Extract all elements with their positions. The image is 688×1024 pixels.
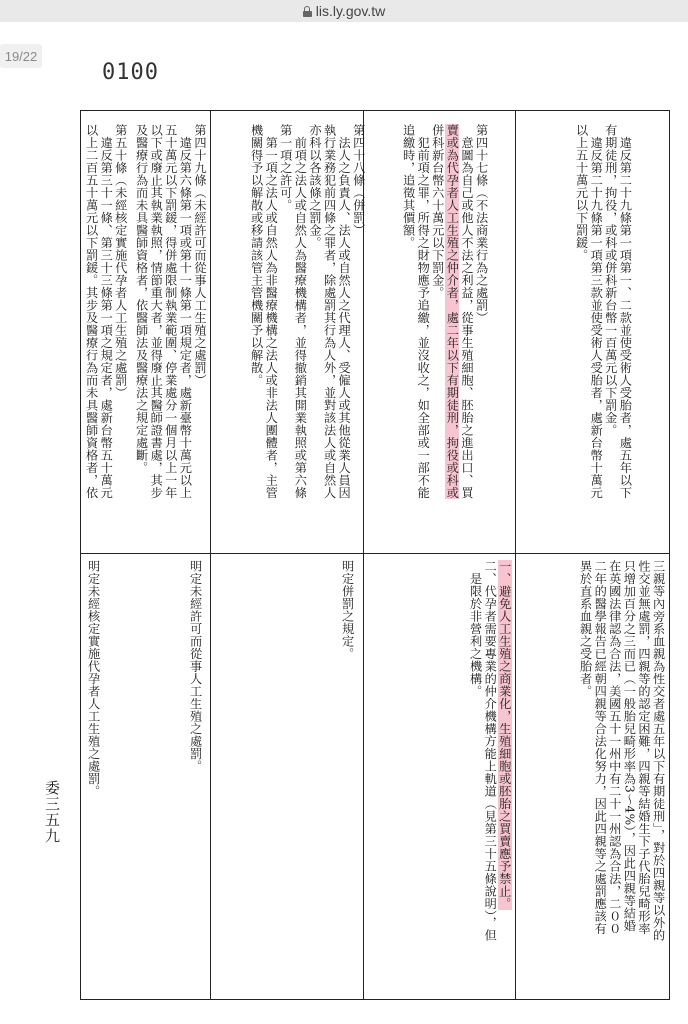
table-row-divider <box>80 553 670 554</box>
law-cell-article-50: 第五十條（未經核定實施代孕者人工生殖之處罰） 違反第三十一條、第三十三條第一項之規定者，處新台幣五十萬元 以上二百五十萬元以下罰鍰。其步及醫療行為而未具醫師資格者，依 <box>84 124 128 499</box>
column-divider <box>515 110 516 1000</box>
page-footer-number: 委三五九 <box>43 780 61 844</box>
note-cell-consanguinity: 三親等內旁系血親為性交者處五年以下有期徒刑」，對於四親等以外的 性交並無處罰，四親等的認定困難，四親等結婚生下子代胎兒畸形率 只增加百分之三而已（一般胎兒畸形率為3～4%），因此四親等結婚 在英國法律認為合法，美國五十一州中有二十一州認為合法，二００ 二年的醫學報告已經朝四親等合法化努力，因此四親等之處罰應該有 異於直系血親之受胎者。 <box>578 560 666 942</box>
note-cell-surrogacy: 明定未經核定實施代孕者人工生殖之處罰。 <box>86 560 101 798</box>
law-cell-article-49: 第四十九條（未經許可而從事人工生殖之處罰） 違反第六條第一項或第十一條第一項規定者，處新臺幣十萬元以上 五十萬元以下罰鍰，得併處限制執業範圍、停業處分一個月以上一年 以下或廢止其執業執照，情節重大者，並得廢止其醫師證書處，其步 及醫療行為而未具醫師資格者，依醫師法及醫療法之規定處斷。 <box>134 124 207 499</box>
page-indicator: 19/22 <box>0 44 42 68</box>
browser-address-bar[interactable] <box>0 0 688 22</box>
url-text[interactable]: lis.ly.gov.tw <box>315 3 386 19</box>
lock-icon <box>303 6 312 17</box>
law-cell-article-48: 第四十八條（併罰） 法人之負責人、法人或自然人之代理人、受僱人或其他從業人員因 執行業務犯前四條之罪者，除處罰其行為人外，並對該法人或自然人 亦科以各該條之罰金。 前項之法人或自然人為醫療機構者，並得撤銷其開業執照或第六條 第一項之許可。 第一項之法人或自然人為非醫療機構之法人或非法人團體者，主管 機關得予以解散或移請該管主管機關予以解散。 <box>249 124 366 499</box>
law-cell-article-47: 第四十七條（不法商業行為之處罰） 意圖為自己或他人不法之利益，從事生殖細胞、胚胎之進出口、買 賣或為代孕者人工生殖之仲介者，處二年以下有期徒刑，拘役或科或 併科新台幣六十萬元以下罰金。 犯前項之罪，所得之財物應予追繳，並沒收之，如全部或一部不能 追繳時，追徵其價額。 <box>401 124 489 499</box>
law-cell-article-46: 違反第二十九條第一項第一、二款並使受術人受胎者，處五年以下 有期徒刑，拘役，或科或併科新台幣一百萬元以下罰金。 違反第二十九條第一項第三款並使受術人受胎者，處新台幣十萬元 以上五十萬元以下罰鍰。 <box>574 124 633 499</box>
column-divider <box>210 110 211 1000</box>
document-stamp-number: 0100 <box>102 60 159 85</box>
note-cell-commercialization: 一、避免人工生殖之商業化，生殖細胞或胚胎之買賣應予禁止。 二、代孕者需要專業的仲介機構方能上軌道（見第三十五條說明），但 是限於非營利之機構。 <box>468 560 512 942</box>
note-cell-unlicensed: 明定未經許可而從事人工生殖之處罰。 <box>188 560 203 773</box>
note-cell-joint-penalty: 明定併罰之規定。 <box>340 560 355 660</box>
